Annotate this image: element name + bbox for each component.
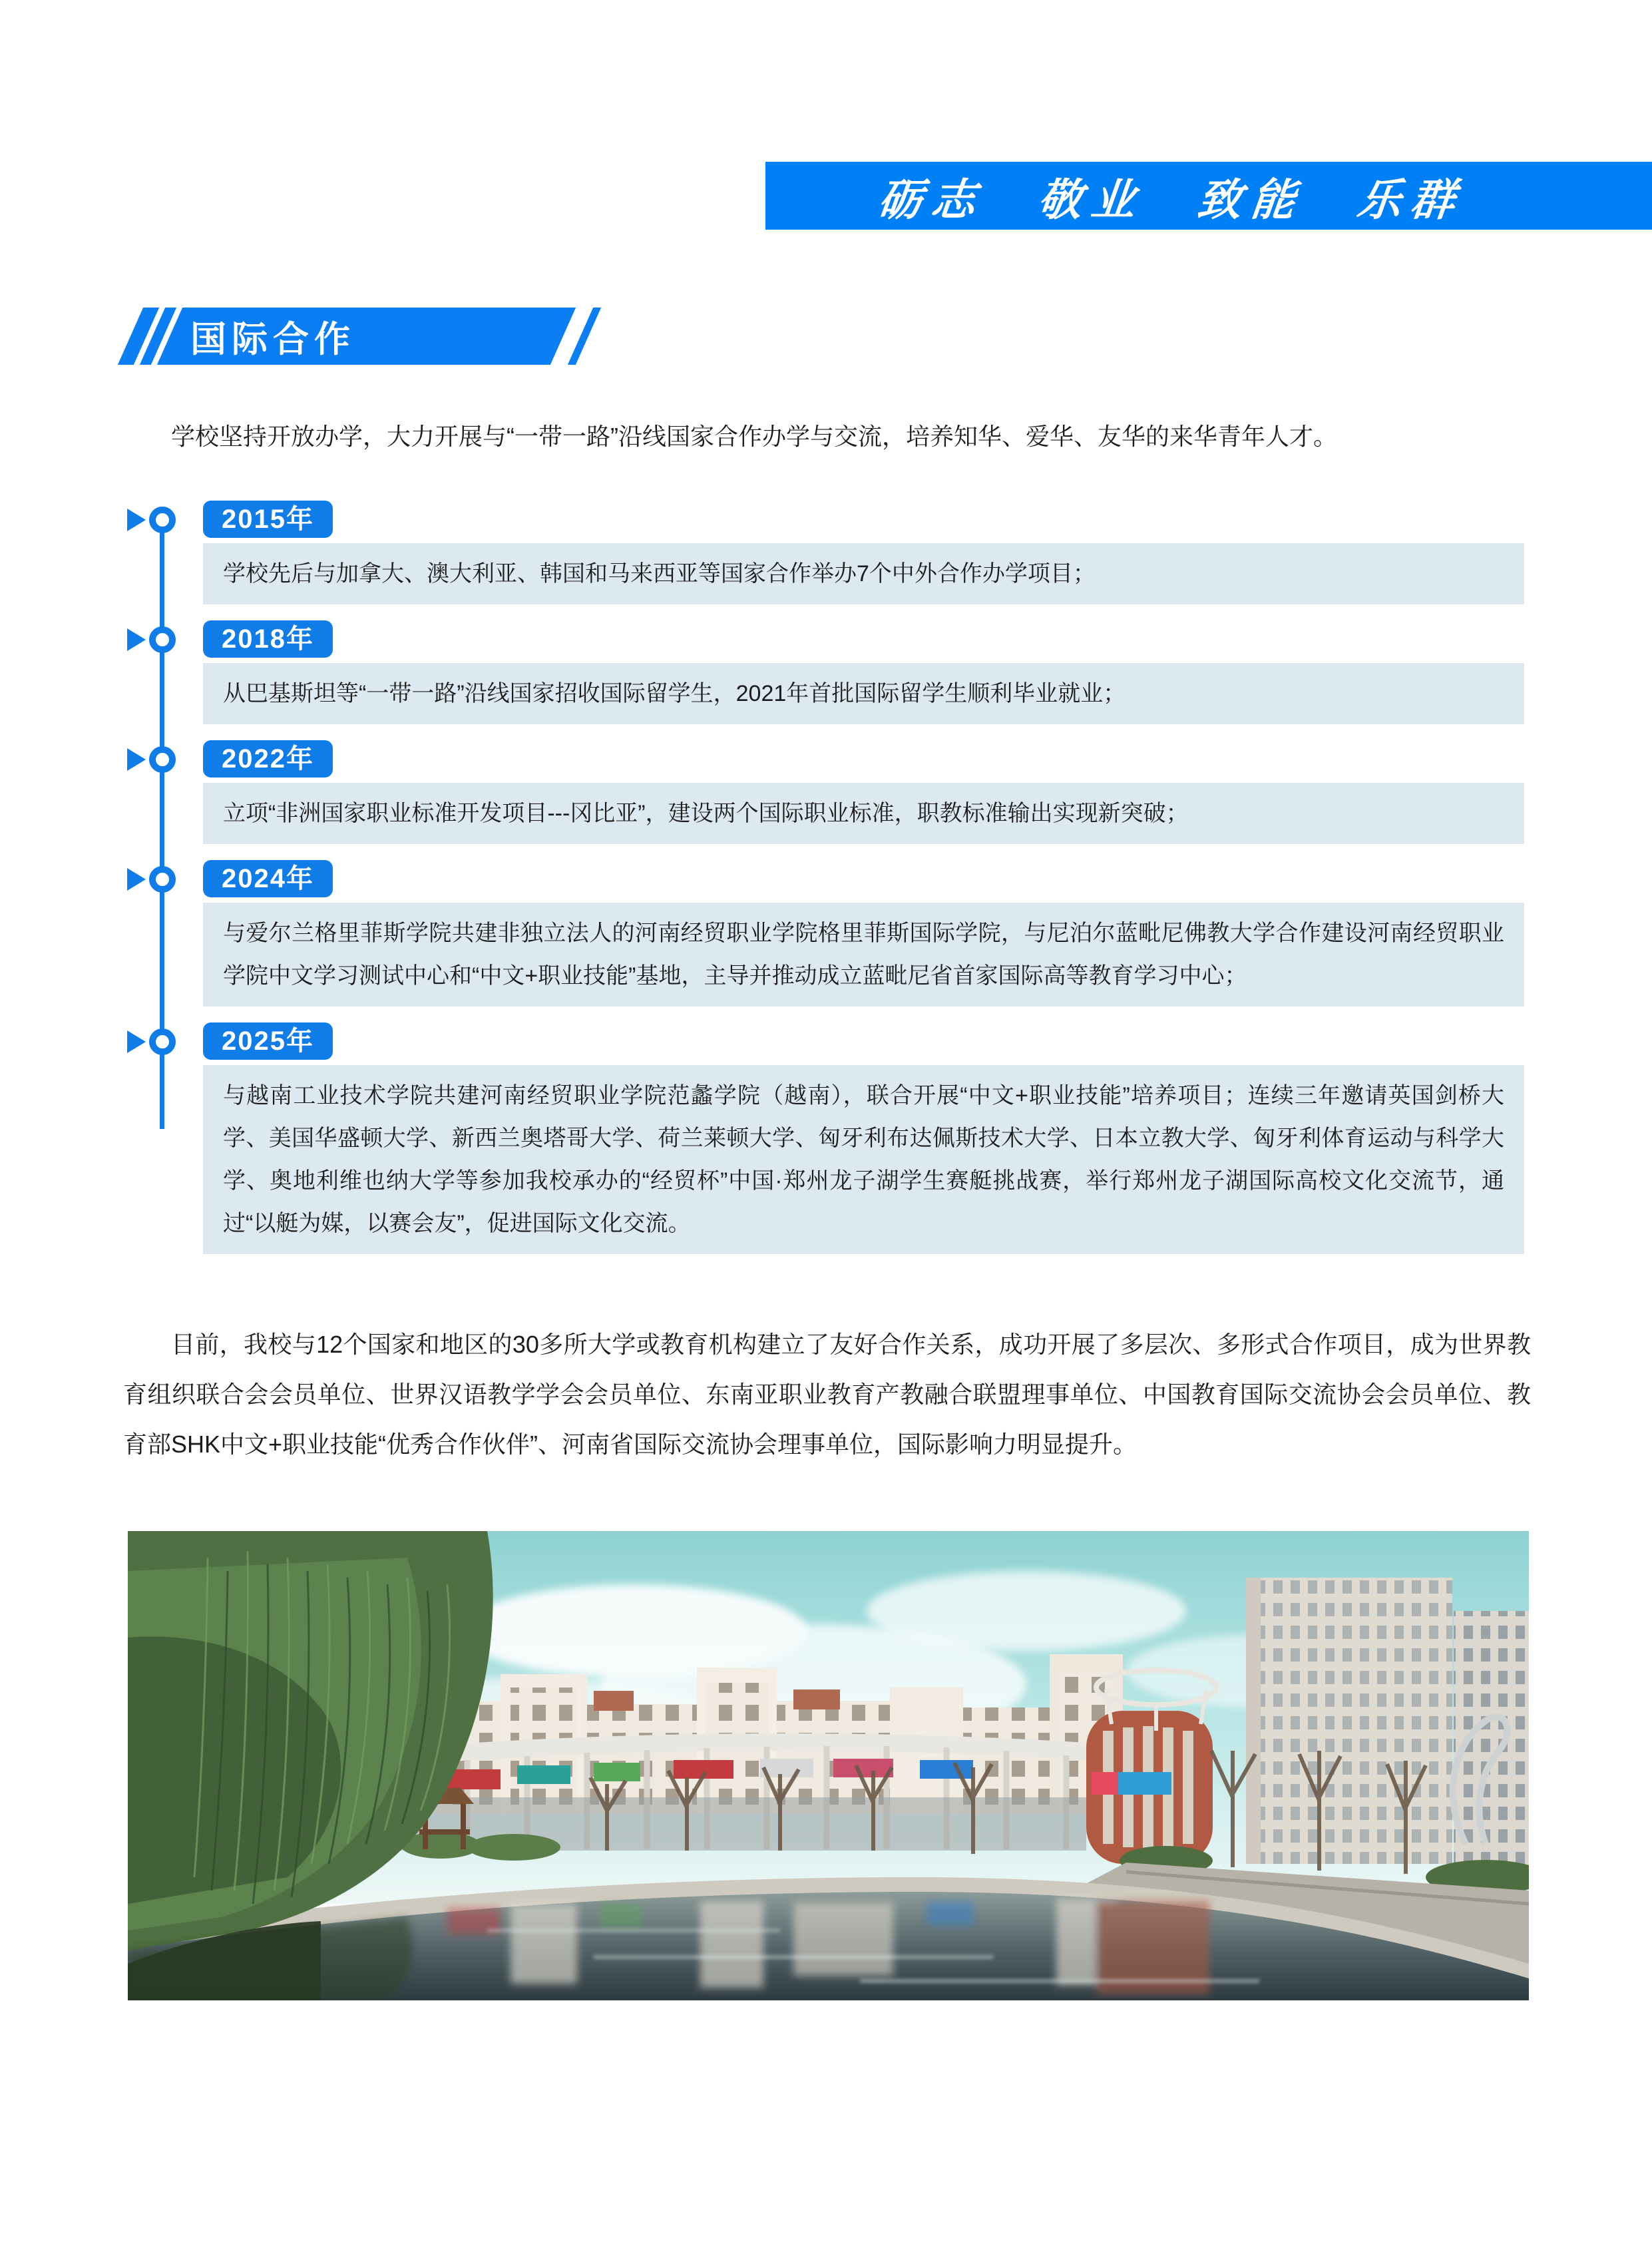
timeline-year-badge [203,620,333,658]
circle-marker-icon [149,746,176,773]
triangle-marker-icon [127,868,146,891]
timeline-content-text: 学校先后与加拿大、澳大利亚、韩国和马来西亚等国家合作举办7个中外合作办学项目； [223,561,1096,586]
circle-marker-icon [149,626,176,653]
circle-marker-icon [149,507,176,533]
timeline-item-2024 [123,860,1528,1007]
timeline-content-box [203,783,1524,844]
timeline-year-badge [203,740,333,778]
timeline-year-badge [203,860,333,897]
timeline-content-box [203,663,1524,724]
motto-calligraphy: 砺志 敬业 致能 乐群 [875,173,1467,226]
timeline-content-text: 立项“非洲国家职业标准开发项目---冈比亚”，建设两个国际职业标准，职教标准输出实现新突破； [223,801,1189,826]
triangle-marker-icon [127,509,146,531]
timeline-item-2022 [123,740,1528,844]
intro-paragraph: 学校坚持开放办学，大力开展与“一带一路”沿线国家合作办学与交流，培养知华、爱华、友华的来华青年人才。 [171,423,1337,450]
timeline-item-2018 [123,620,1528,724]
section-header-banner [118,308,576,365]
timeline-year-badge [203,1022,333,1060]
timeline-content-text: 与爱尔兰格里菲斯学院共建非独立法人的河南经贸职业学院格里菲斯国际学院，与尼泊尔蓝毗尼佛教大学合作建设河南经贸职业学院中文学习测试中心和“中文+职业技能”基地，主导并推动成立蓝毗尼省首家国际高等教育学习中心； [223,921,1504,989]
timeline-year-label: 2024年 [222,864,314,893]
timeline-content-box [203,543,1524,604]
timeline-content-box [203,1065,1524,1254]
campus-photo [128,1531,1529,2000]
timeline-year-label: 2025年 [222,1026,314,1056]
timeline-content-box [203,903,1524,1007]
triangle-marker-icon [127,748,146,771]
circle-marker-icon [149,1028,176,1055]
timeline [123,501,1528,1270]
timeline-year-label: 2018年 [222,624,314,654]
triangle-marker-icon [127,1030,146,1053]
timeline-year-label: 2015年 [222,505,314,534]
timeline-year-badge [203,501,333,538]
summary-paragraph: 目前，我校与12个国家和地区的30多所大学或教育机构建立了友好合作关系，成功开展了多层次、多形式合作项目，成为世界教育组织联合会会员单位、世界汉语教学学会会员单位、东南亚职业教育产教融合联盟理事单位、中国教育国际交流协会会员单位、教育部SHK中文+职业技能“优秀合作伙伴”、河南省国际交流协会理事单位，国际影响力明显提升。 [123,1331,1531,1458]
timeline-year-label: 2022年 [222,744,314,774]
section-title: 国际合作 [190,319,355,359]
timeline-content-text: 从巴基斯坦等“一带一路”沿线国家招收国际留学生，2021年首批国际留学生顺利毕业就业； [223,681,1126,706]
timeline-content-text: 与越南工业技术学院共建河南经贸职业学院范蠡学院（越南），联合开展“中文+职业技能”培养项目；连续三年邀请英国剑桥大学、美国华盛顿大学、新西兰奥塔哥大学、荷兰莱顿大学、匈牙利布达佩斯技术大学、日本立教大学、匈牙利体育运动与科学大学、奥地利维也纳大学等参加我校承办的“经贸杯”中国·郑州龙子湖学生赛艇挑战赛，举行郑州龙子湖国际高校文化交流节，通过“以艇为媒，以赛会友”，促进国际文化交流。 [223,1083,1504,1236]
triangle-marker-icon [127,628,146,651]
motto-banner [765,162,1652,230]
circle-marker-icon [149,866,176,893]
diagonal-stripe-icon [568,308,601,365]
timeline-item-2025 [123,1022,1528,1254]
timeline-item-2015 [123,501,1528,604]
